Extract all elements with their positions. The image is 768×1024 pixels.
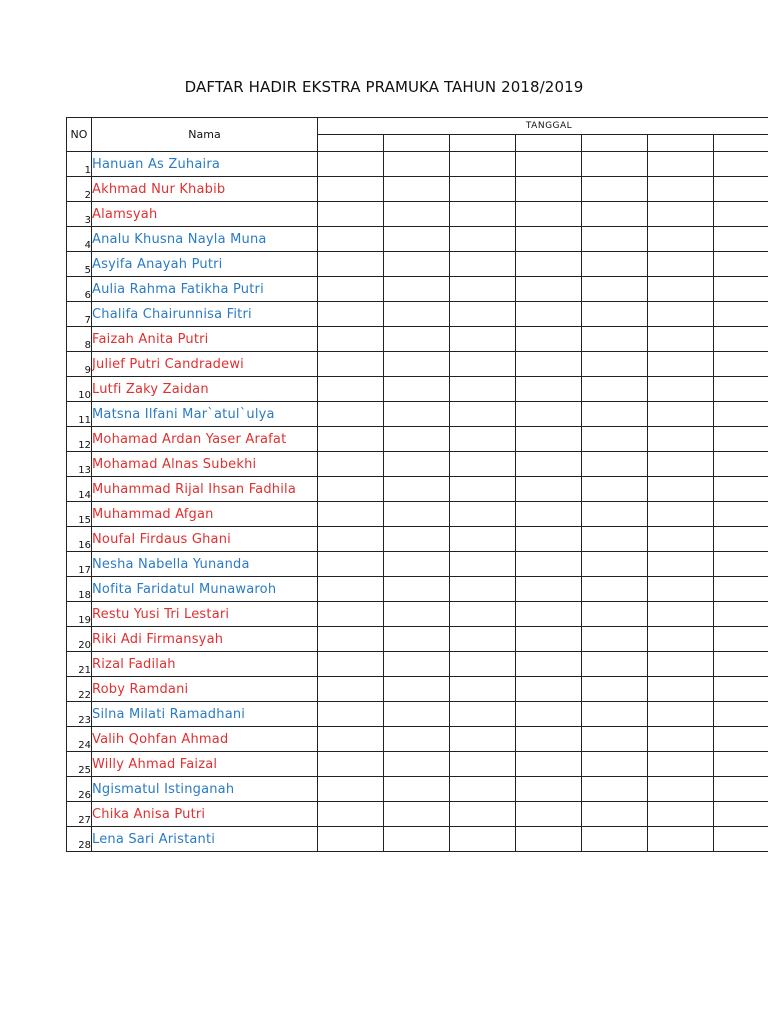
row-number: 10 <box>67 377 92 402</box>
student-name: Nofita Faridatul Munawaroh <box>92 577 318 602</box>
date-column-header[interactable] <box>582 135 648 152</box>
row-number: 15 <box>67 502 92 527</box>
attendance-cell[interactable] <box>318 552 384 577</box>
no-header: NO <box>67 118 92 152</box>
student-name: Roby Ramdani <box>92 677 318 702</box>
student-name: Lena Sari Aristanti <box>92 827 318 852</box>
attendance-cell[interactable] <box>450 152 516 177</box>
attendance-cell[interactable] <box>450 352 516 377</box>
attendance-cell[interactable] <box>384 202 450 227</box>
attendance-cell[interactable] <box>582 152 648 177</box>
attendance-cell[interactable] <box>450 377 516 402</box>
table-row <box>67 302 768 327</box>
student-name: Rizal Fadilah <box>92 652 318 677</box>
attendance-cell[interactable] <box>648 777 714 802</box>
attendance-cell[interactable] <box>516 177 582 202</box>
student-name: Aulia Rahma Fatikha Putri <box>92 277 318 302</box>
attendance-cell[interactable] <box>516 252 582 277</box>
attendance-cell[interactable] <box>582 252 648 277</box>
student-name: Silna Milati Ramadhani <box>92 702 318 727</box>
attendance-cell[interactable] <box>318 177 384 202</box>
student-name: Noufal Firdaus Ghani <box>92 527 318 552</box>
row-number: 5 <box>67 252 92 277</box>
attendance-cell[interactable] <box>516 552 582 577</box>
attendance-cell[interactable] <box>384 277 450 302</box>
table-row <box>67 202 768 227</box>
attendance-cell[interactable] <box>648 802 714 827</box>
attendance-cell[interactable] <box>384 752 450 777</box>
attendance-cell[interactable] <box>648 502 714 527</box>
attendance-cell[interactable] <box>648 227 714 252</box>
attendance-cell[interactable] <box>450 677 516 702</box>
attendance-cell[interactable] <box>384 477 450 502</box>
attendance-cell[interactable] <box>714 752 768 777</box>
tanggal-header: TANGGAL <box>318 118 768 135</box>
attendance-cell[interactable] <box>648 827 714 852</box>
row-number: 20 <box>67 627 92 652</box>
attendance-cell[interactable] <box>714 527 768 552</box>
attendance-cell[interactable] <box>450 602 516 627</box>
attendance-cell[interactable] <box>582 502 648 527</box>
attendance-cell[interactable] <box>318 652 384 677</box>
table-row <box>67 802 768 827</box>
attendance-cell[interactable] <box>714 627 768 652</box>
table-row <box>67 177 768 202</box>
attendance-cell[interactable] <box>648 602 714 627</box>
attendance-cell[interactable] <box>648 452 714 477</box>
attendance-cell[interactable] <box>384 727 450 752</box>
date-column-header[interactable] <box>516 135 582 152</box>
attendance-cell[interactable] <box>516 727 582 752</box>
attendance-cell[interactable] <box>384 352 450 377</box>
attendance-cell[interactable] <box>516 202 582 227</box>
student-name: Matsna Ilfani Mar`atul`ulya <box>92 402 318 427</box>
attendance-cell[interactable] <box>714 602 768 627</box>
attendance-cell[interactable] <box>582 277 648 302</box>
attendance-cell[interactable] <box>318 777 384 802</box>
attendance-cell[interactable] <box>516 752 582 777</box>
attendance-cell[interactable] <box>318 827 384 852</box>
attendance-cell[interactable] <box>384 227 450 252</box>
attendance-cell[interactable] <box>516 302 582 327</box>
attendance-cell[interactable] <box>318 527 384 552</box>
row-number: 28 <box>67 827 92 852</box>
attendance-cell[interactable] <box>450 227 516 252</box>
attendance-cell[interactable] <box>582 577 648 602</box>
attendance-cell[interactable] <box>450 277 516 302</box>
attendance-cell[interactable] <box>714 427 768 452</box>
row-number: 26 <box>67 777 92 802</box>
attendance-cell[interactable] <box>516 602 582 627</box>
attendance-cell[interactable] <box>450 327 516 352</box>
attendance-cell[interactable] <box>450 627 516 652</box>
row-number: 17 <box>67 552 92 577</box>
table-row <box>67 427 768 452</box>
student-name: Chalifa Chairunnisa Fitri <box>92 302 318 327</box>
attendance-cell[interactable] <box>582 652 648 677</box>
attendance-cell[interactable] <box>582 202 648 227</box>
attendance-cell[interactable] <box>318 402 384 427</box>
attendance-cell[interactable] <box>516 477 582 502</box>
attendance-cell[interactable] <box>714 377 768 402</box>
attendance-cell[interactable] <box>648 302 714 327</box>
attendance-cell[interactable] <box>714 552 768 577</box>
row-number: 18 <box>67 577 92 602</box>
attendance-cell[interactable] <box>648 677 714 702</box>
attendance-cell[interactable] <box>582 677 648 702</box>
attendance-cell[interactable] <box>648 552 714 577</box>
attendance-cell[interactable] <box>714 352 768 377</box>
attendance-cell[interactable] <box>318 602 384 627</box>
student-name: Valih Qohfan Ahmad <box>92 727 318 752</box>
attendance-cell[interactable] <box>384 152 450 177</box>
attendance-cell[interactable] <box>450 552 516 577</box>
attendance-cell[interactable] <box>516 827 582 852</box>
attendance-cell[interactable] <box>648 427 714 452</box>
attendance-cell[interactable] <box>450 727 516 752</box>
table-row <box>67 252 768 277</box>
attendance-cell[interactable] <box>318 352 384 377</box>
attendance-cell[interactable] <box>384 677 450 702</box>
table-row <box>67 702 768 727</box>
table-row <box>67 227 768 252</box>
attendance-cell[interactable] <box>714 577 768 602</box>
table-row <box>67 502 768 527</box>
attendance-cell[interactable] <box>450 527 516 552</box>
row-number: 6 <box>67 277 92 302</box>
table-row <box>67 677 768 702</box>
attendance-cell[interactable] <box>318 252 384 277</box>
attendance-cell[interactable] <box>318 452 384 477</box>
student-name: Faizah Anita Putri <box>92 327 318 352</box>
table-row <box>67 152 768 177</box>
row-number: 21 <box>67 652 92 677</box>
attendance-cell[interactable] <box>648 477 714 502</box>
attendance-cell[interactable] <box>582 552 648 577</box>
table-row <box>67 652 768 677</box>
row-number: 19 <box>67 602 92 627</box>
attendance-cell[interactable] <box>516 652 582 677</box>
attendance-cell[interactable] <box>450 452 516 477</box>
student-name: Asyifa Anayah Putri <box>92 252 318 277</box>
attendance-cell[interactable] <box>648 527 714 552</box>
attendance-cell[interactable] <box>450 427 516 452</box>
row-number: 9 <box>67 352 92 377</box>
attendance-cell[interactable] <box>384 827 450 852</box>
attendance-cell[interactable] <box>648 327 714 352</box>
attendance-cell[interactable] <box>384 702 450 727</box>
attendance-rows <box>67 152 768 852</box>
attendance-cell[interactable] <box>384 502 450 527</box>
attendance-cell[interactable] <box>516 327 582 352</box>
attendance-cell[interactable] <box>384 577 450 602</box>
attendance-cell[interactable] <box>714 327 768 352</box>
attendance-cell[interactable] <box>318 577 384 602</box>
attendance-cell[interactable] <box>318 502 384 527</box>
table-row <box>67 602 768 627</box>
attendance-cell[interactable] <box>582 327 648 352</box>
attendance-cell[interactable] <box>714 302 768 327</box>
attendance-cell[interactable] <box>318 327 384 352</box>
document-title: DAFTAR HADIR EKSTRA PRAMUKA TAHUN 2018/2019 <box>184 78 584 96</box>
attendance-cell[interactable] <box>648 377 714 402</box>
table-row <box>67 752 768 777</box>
row-number: 25 <box>67 752 92 777</box>
student-name: Muhammad Afgan <box>92 502 318 527</box>
attendance-cell[interactable] <box>384 802 450 827</box>
student-name: Ngismatul Istinganah <box>92 777 318 802</box>
attendance-cell[interactable] <box>516 402 582 427</box>
student-name: Alamsyah <box>92 202 318 227</box>
table-row <box>67 327 768 352</box>
attendance-cell[interactable] <box>582 352 648 377</box>
attendance-cell[interactable] <box>450 202 516 227</box>
row-number: 4 <box>67 227 92 252</box>
attendance-cell[interactable] <box>384 652 450 677</box>
attendance-cell[interactable] <box>714 402 768 427</box>
attendance-cell[interactable] <box>450 302 516 327</box>
attendance-cell[interactable] <box>582 777 648 802</box>
attendance-table <box>66 117 768 852</box>
table-row <box>67 552 768 577</box>
attendance-cell[interactable] <box>450 177 516 202</box>
row-number: 27 <box>67 802 92 827</box>
student-name: Riki Adi Firmansyah <box>92 627 318 652</box>
student-name: Mohamad Ardan Yaser Arafat <box>92 427 318 452</box>
table-row <box>67 527 768 552</box>
table-row <box>67 477 768 502</box>
row-number: 14 <box>67 477 92 502</box>
attendance-cell[interactable] <box>714 177 768 202</box>
attendance-cell[interactable] <box>714 477 768 502</box>
attendance-cell[interactable] <box>648 252 714 277</box>
attendance-cell[interactable] <box>714 802 768 827</box>
attendance-cell[interactable] <box>318 677 384 702</box>
attendance-cell[interactable] <box>714 152 768 177</box>
attendance-cell[interactable] <box>714 827 768 852</box>
attendance-cell[interactable] <box>384 252 450 277</box>
row-number: 1 <box>67 152 92 177</box>
date-column-header[interactable] <box>450 135 516 152</box>
student-name: Willy Ahmad Faizal <box>92 752 318 777</box>
table-row <box>67 777 768 802</box>
student-name: Chika Anisa Putri <box>92 802 318 827</box>
attendance-cell[interactable] <box>318 277 384 302</box>
attendance-cell[interactable] <box>384 402 450 427</box>
student-name: Analu Khusna Nayla Muna <box>92 227 318 252</box>
attendance-cell[interactable] <box>516 152 582 177</box>
table-row <box>67 577 768 602</box>
table-row <box>67 277 768 302</box>
attendance-cell[interactable] <box>648 152 714 177</box>
attendance-cell[interactable] <box>582 727 648 752</box>
attendance-cell[interactable] <box>582 527 648 552</box>
table-row <box>67 352 768 377</box>
attendance-cell[interactable] <box>318 427 384 452</box>
student-name: Julief Putri Candradewi <box>92 352 318 377</box>
attendance-cell[interactable] <box>582 827 648 852</box>
header-row <box>67 118 768 135</box>
attendance-cell[interactable] <box>648 727 714 752</box>
attendance-cell[interactable] <box>714 277 768 302</box>
row-number: 11 <box>67 402 92 427</box>
attendance-cell[interactable] <box>318 802 384 827</box>
attendance-cell[interactable] <box>582 177 648 202</box>
row-number: 24 <box>67 727 92 752</box>
attendance-cell[interactable] <box>450 652 516 677</box>
attendance-cell[interactable] <box>516 677 582 702</box>
attendance-cell[interactable] <box>582 452 648 477</box>
attendance-cell[interactable] <box>714 227 768 252</box>
attendance-cell[interactable] <box>714 652 768 677</box>
attendance-cell[interactable] <box>648 652 714 677</box>
attendance-cell[interactable] <box>318 752 384 777</box>
attendance-cell[interactable] <box>516 352 582 377</box>
row-number: 8 <box>67 327 92 352</box>
date-column-header[interactable] <box>384 135 450 152</box>
student-name: Muhammad Rijal Ihsan Fadhila <box>92 477 318 502</box>
attendance-cell[interactable] <box>714 252 768 277</box>
attendance-cell[interactable] <box>450 577 516 602</box>
attendance-cell[interactable] <box>582 702 648 727</box>
attendance-cell[interactable] <box>582 802 648 827</box>
student-name: Lutfi Zaky Zaidan <box>92 377 318 402</box>
table-row <box>67 727 768 752</box>
attendance-cell[interactable] <box>714 777 768 802</box>
attendance-cell[interactable] <box>582 402 648 427</box>
attendance-cell[interactable] <box>648 277 714 302</box>
attendance-cell[interactable] <box>516 777 582 802</box>
attendance-cell[interactable] <box>450 402 516 427</box>
row-number: 16 <box>67 527 92 552</box>
attendance-cell[interactable] <box>648 202 714 227</box>
attendance-cell[interactable] <box>318 302 384 327</box>
attendance-cell[interactable] <box>516 802 582 827</box>
attendance-cell[interactable] <box>384 377 450 402</box>
row-number: 7 <box>67 302 92 327</box>
attendance-cell[interactable] <box>714 702 768 727</box>
attendance-cell[interactable] <box>582 627 648 652</box>
attendance-cell[interactable] <box>648 702 714 727</box>
student-name: Mohamad Alnas Subekhi <box>92 452 318 477</box>
attendance-cell[interactable] <box>648 577 714 602</box>
date-column-header[interactable] <box>648 135 714 152</box>
attendance-cell[interactable] <box>714 677 768 702</box>
student-name: Restu Yusi Tri Lestari <box>92 602 318 627</box>
student-name: Akhmad Nur Khabib <box>92 177 318 202</box>
attendance-cell[interactable] <box>582 302 648 327</box>
table-row <box>67 377 768 402</box>
attendance-cell[interactable] <box>648 752 714 777</box>
attendance-cell[interactable] <box>582 752 648 777</box>
attendance-cell[interactable] <box>648 177 714 202</box>
attendance-cell[interactable] <box>516 627 582 652</box>
attendance-cell[interactable] <box>450 502 516 527</box>
row-number: 12 <box>67 427 92 452</box>
attendance-cell[interactable] <box>384 527 450 552</box>
attendance-cell[interactable] <box>384 452 450 477</box>
attendance-cell[interactable] <box>318 477 384 502</box>
table-row <box>67 627 768 652</box>
attendance-cell[interactable] <box>648 402 714 427</box>
student-name: Nesha Nabella Yunanda <box>92 552 318 577</box>
attendance-cell[interactable] <box>384 177 450 202</box>
attendance-cell[interactable] <box>450 252 516 277</box>
attendance-cell[interactable] <box>582 377 648 402</box>
date-column-header[interactable] <box>318 135 384 152</box>
attendance-cell[interactable] <box>384 602 450 627</box>
attendance-cell[interactable] <box>582 602 648 627</box>
attendance-cell[interactable] <box>318 152 384 177</box>
attendance-cell[interactable] <box>450 777 516 802</box>
attendance-cell[interactable] <box>318 627 384 652</box>
attendance-cell[interactable] <box>384 427 450 452</box>
attendance-cell[interactable] <box>648 627 714 652</box>
attendance-cell[interactable] <box>318 227 384 252</box>
row-number: 2 <box>67 177 92 202</box>
attendance-cell[interactable] <box>318 702 384 727</box>
attendance-cell[interactable] <box>516 577 582 602</box>
attendance-cell[interactable] <box>318 727 384 752</box>
attendance-cell[interactable] <box>384 627 450 652</box>
attendance-cell[interactable] <box>516 527 582 552</box>
table-row <box>67 402 768 427</box>
attendance-cell[interactable] <box>450 702 516 727</box>
attendance-cell[interactable] <box>318 202 384 227</box>
attendance-cell[interactable] <box>450 752 516 777</box>
nama-header: Nama <box>92 118 318 152</box>
attendance-cell[interactable] <box>516 427 582 452</box>
attendance-cell[interactable] <box>516 377 582 402</box>
attendance-cell[interactable] <box>714 502 768 527</box>
attendance-cell[interactable] <box>318 377 384 402</box>
student-name: Hanuan As Zuhaira <box>92 152 318 177</box>
attendance-cell[interactable] <box>384 777 450 802</box>
attendance-cell[interactable] <box>384 302 450 327</box>
row-number: 22 <box>67 677 92 702</box>
attendance-cell[interactable] <box>582 227 648 252</box>
attendance-cell[interactable] <box>582 427 648 452</box>
row-number: 3 <box>67 202 92 227</box>
date-column-header[interactable] <box>714 135 768 152</box>
attendance-cell[interactable] <box>516 277 582 302</box>
table-row <box>67 452 768 477</box>
attendance-cell[interactable] <box>516 452 582 477</box>
attendance-cell[interactable] <box>516 227 582 252</box>
table-row <box>67 827 768 852</box>
attendance-cell[interactable] <box>516 502 582 527</box>
attendance-cell[interactable] <box>384 552 450 577</box>
row-number: 23 <box>67 702 92 727</box>
attendance-cell[interactable] <box>450 827 516 852</box>
attendance-cell[interactable] <box>450 802 516 827</box>
attendance-cell[interactable] <box>516 702 582 727</box>
row-number: 13 <box>67 452 92 477</box>
attendance-cell[interactable] <box>648 352 714 377</box>
attendance-cell[interactable] <box>582 477 648 502</box>
attendance-cell[interactable] <box>450 477 516 502</box>
attendance-cell[interactable] <box>714 452 768 477</box>
attendance-cell[interactable] <box>384 327 450 352</box>
attendance-cell[interactable] <box>714 727 768 752</box>
attendance-cell[interactable] <box>714 202 768 227</box>
